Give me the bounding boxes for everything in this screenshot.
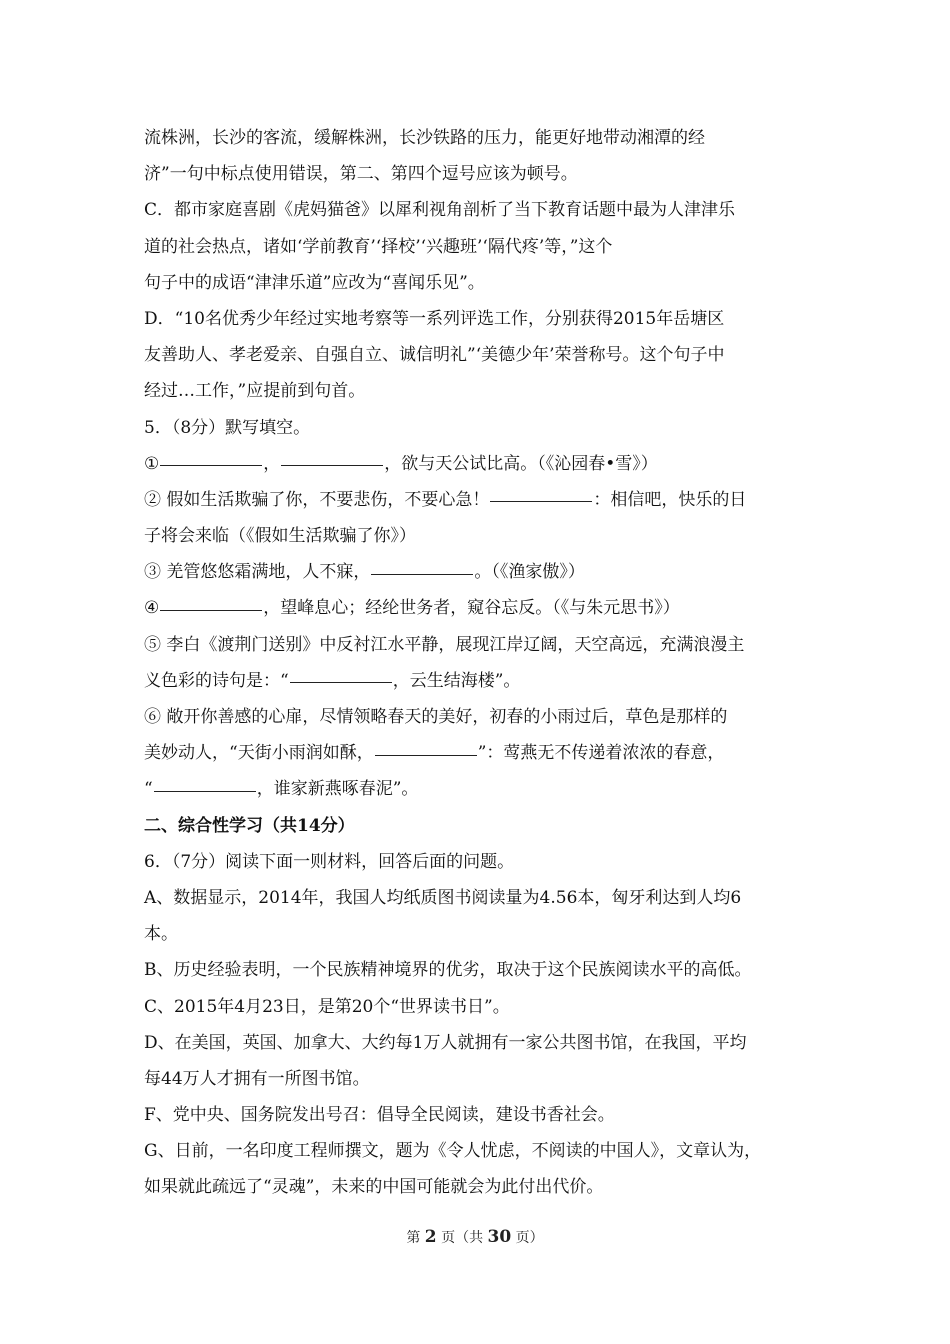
q5-item-1: ① ， ，欲与天公试比高。（《沁园春•雪》）: [144, 453, 658, 474]
page-footer: 第 2 页（共 30 页）: [406, 1227, 544, 1247]
text-line: 句子中的成语“津津乐道”应改为“喜闻乐见”。: [144, 272, 485, 293]
material-g: G、日前，一名印度工程师撰文，题为《令人忧虑，不阅读的中国人》，文章认为，: [144, 1141, 762, 1162]
page-number: 2: [424, 1227, 437, 1247]
fill-blank[interactable]: [154, 790, 256, 792]
text-line: 本。: [144, 924, 178, 945]
fill-blank[interactable]: [160, 464, 262, 466]
fill-blank[interactable]: [290, 681, 392, 683]
text-line: 如果就此疏远了“灵魂”，未来的中国可能就会为此付出代价。: [144, 1177, 604, 1198]
fill-blank[interactable]: [490, 500, 592, 502]
question-5-title: 5．（8分）默写填空。: [144, 417, 311, 438]
q5-item-3: ③ 羌管悠悠霜满地，人不寐， 。（《渔家傲》）: [144, 562, 585, 583]
option-d: D．“10名优秀少年经过实地考察等一系列评选工作，分别获得2015年岳塘区: [144, 308, 725, 329]
option-c: C．都市家庭喜剧《虎妈猫爸》以犀利视角剖析了当下教育话题中最为人津津乐: [144, 200, 736, 221]
fill-blank[interactable]: [375, 754, 477, 756]
q5-item-4: ④ ，望峰息心；经纶世务者，窥谷忘反。（《与朱元思书》）: [144, 598, 680, 619]
page-total: 30: [487, 1227, 512, 1247]
material-d: D、在美国，英国、加拿大、大约每1万人就拥有一家公共图书馆，在我国，平均: [144, 1032, 747, 1053]
text-line: 子将会来临（《假如生活欺骗了你》）: [144, 526, 416, 547]
material-b: B、历史经验表明，一个民族精神境界的优劣，取决于这个民族阅读水平的高低。: [144, 960, 752, 981]
question-6-title: 6．（7分）阅读下面一则材料，回答后面的问题。: [144, 851, 515, 872]
material-a: A、数据显示，2014年，我国人均纸质图书阅读量为4.56本，匈牙利达到人均6: [144, 887, 742, 908]
q5-item-6-cont: 美妙动人，“天街小雨润如酥， ”：莺燕无不传递着浓浓的春意，: [144, 743, 725, 764]
fill-blank[interactable]: [281, 464, 383, 466]
q5-item-5-cont: 义色彩的诗句是：“ ，云生结海楼”。: [144, 670, 521, 691]
section-heading: 二、综合性学习（共14分）: [144, 815, 355, 836]
q5-item-6-cont2: “ ，谁家新燕啄春泥”。: [144, 779, 419, 800]
text-line: 每44万人才拥有一所图书馆。: [144, 1068, 370, 1089]
text-line: 流株洲，长沙的客流，缓解株洲，长沙铁路的压力，能更好地带动湘潭的经: [144, 128, 705, 148]
q5-item-5: ⑤ 李白《渡荆门送别》中反衬江水平静，展现江岸辽阔，天空高远，充满浪漫主: [144, 634, 745, 655]
text-line: 道的社会热点，诸如‘学前教育’‘择校’‘兴趣班’‘隔代疼’等，”这个: [144, 236, 613, 257]
material-f: F、党中央、国务院发出号召：倡导全民阅读，建设书香社会。: [144, 1105, 615, 1126]
material-c: C、2015年4月23日，是第20个“世界读书日”。: [144, 996, 510, 1017]
q5-item-2: ② 假如生活欺骗了你，不要悲伤，不要心急！ ：相信吧，快乐的日: [144, 489, 747, 510]
text-line: 经过…工作，”应提前到句首。: [144, 381, 366, 402]
text-line: 友善助人、孝老爱亲、自强自立、诚信明礼”‘美德少年’荣誉称号。这个句子中: [144, 345, 725, 366]
fill-blank[interactable]: [160, 609, 262, 611]
fill-blank[interactable]: [371, 573, 473, 575]
text-line: 济”一句中标点使用错误，第二、第四个逗号应该为顿号。: [144, 164, 578, 185]
document-body: [144, 120, 824, 1206]
q5-item-6: ⑥ 敞开你善感的心扉，尽情领略春天的美好，初春的小雨过后，草色是那样的: [144, 707, 728, 727]
